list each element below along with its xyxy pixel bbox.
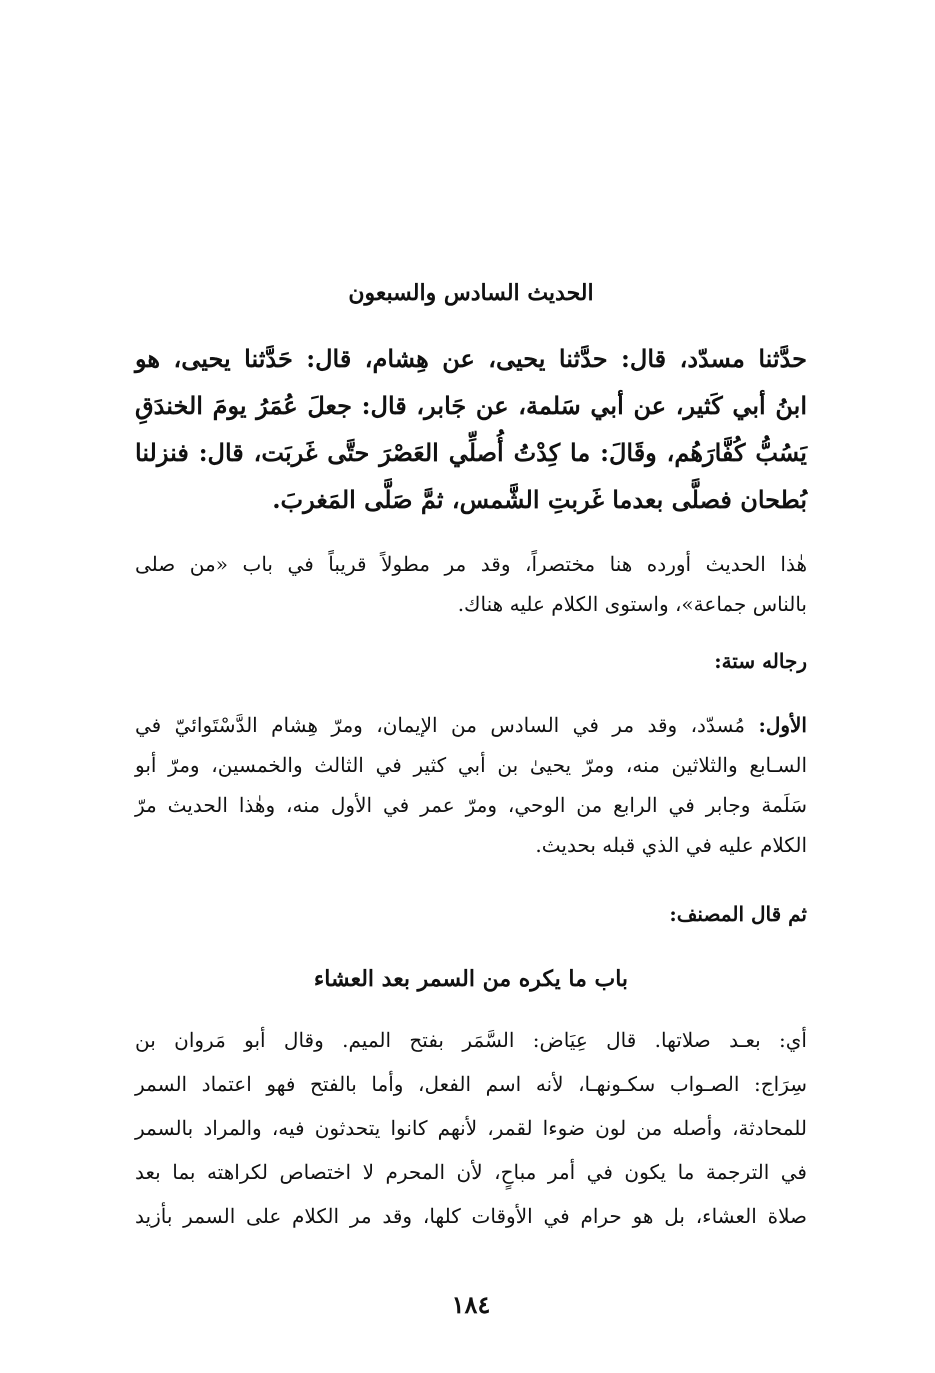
hadith-line: حدَّثنا مسدّد، قال: حدَّثنا يحيى، عن هِشام، قال: حَدَّثنا يحيى، هو <box>135 344 807 373</box>
commentary-line: بالناس جماعة»، واستوى الكلام عليه هناك. <box>457 592 807 616</box>
book-page <box>135 0 807 1373</box>
narrators-line-text: مُسدّد، وقد مر في السادس من الإيمان، ومرّ هِشام الدَّسْتَوائيّ في <box>135 713 746 737</box>
hadith-title: الحديث السادس والسبعون <box>348 280 594 306</box>
chapter-heading: باب ما يكره من السمر بعد العشاء <box>313 966 629 992</box>
commentary-line: هٰذا الحديث أورده هنا مختصراً، وقد مر مطولاً قريباً في باب «من صلى <box>135 552 807 576</box>
explanation-line: سِرَاج: الصـواب سكـونهـا، لأنه اسم الفعل، وأما بالفتح فهو اعتماد السمر <box>135 1072 807 1096</box>
commentary-paragraph <box>135 544 807 624</box>
page-number: ١٨٤ <box>451 1290 491 1319</box>
narrators-line: السـابع والثلاثين منه، ومرّ يحيىٰ بن أبي كثير في الثالث والخمسين، ومرّ أبو <box>135 753 807 777</box>
narrators-paragraph <box>135 705 807 865</box>
narrators-line <box>135 705 807 745</box>
narrators-line: سَلَمة وجابر في الرابع من الوحي، ومرّ عمر في الأول منه، وهٰذا الحديث مرّ <box>135 793 807 817</box>
hadith-text <box>135 335 807 523</box>
explanation-line: في الترجمة ما يكون في أمر مباحٍ، لأن المحرم لا اختصاص لكراهته بما بعد <box>135 1160 807 1184</box>
explanation-line: أي: بعـد صلاتها. قال عِيَاض: السَّمَر بفتح الميم. وقال أبو مَروان بن <box>135 1028 807 1052</box>
explanation-line: صلاة العشاء، بل هو حرام في الأوقات كلها، وقد مر الكلام على السمر بأزيد <box>135 1204 807 1228</box>
hadith-line: بُطحان فصلَّى بعدما غَربتِ الشَّمس، ثمَّ صَلَّى المَغربَ. <box>272 485 807 514</box>
narrators-line: الكلام عليه في الذي قبله بحديث. <box>535 833 807 857</box>
hadith-line: يَسُبُّ كُفَّارَهُم، وقَالَ: ما كِدْتُ أُصلِّي العَصْرَ حتَّى غَربَت، قال: فنزلنا <box>135 438 807 467</box>
narrators-label: رجاله ستة: <box>714 649 807 673</box>
first-narrator-label: الأول: <box>758 713 807 737</box>
explanation-line: للمحادثة، وأصله من لون ضوءا لقمر، لأنهم كانوا يتحدثون فيه، والمراد بالسمر <box>135 1116 807 1140</box>
author-label: ثم قال المصنف: <box>669 902 807 926</box>
hadith-line: ابنُ أبي كَثير، عن أبي سَلمة، عن جَابر، قال: جعلَ عُمَرُ يومَ الخندَقِ <box>135 391 807 420</box>
explanation-paragraph <box>135 1018 807 1238</box>
